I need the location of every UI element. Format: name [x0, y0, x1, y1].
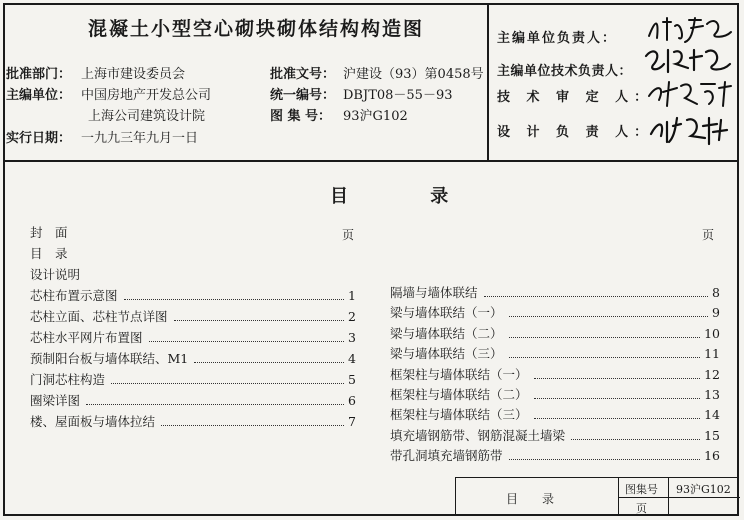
handwritten-signature-3: [645, 76, 740, 110]
contents-entry: [30, 371, 356, 389]
contents-entry: [30, 413, 356, 431]
contents-entry-page: 2: [348, 309, 356, 324]
contents-entry: [390, 447, 720, 465]
leader-dots: [124, 299, 345, 300]
contents-entry-page: 16: [704, 448, 720, 464]
header-divider: [3, 160, 739, 162]
signature-label-design-lead: 设 计 负 责 人：: [497, 125, 654, 140]
leader-dots: [509, 337, 701, 338]
title-block-page-label: 页: [636, 502, 647, 515]
leader-dots: [534, 378, 701, 379]
signature-label-reviewer: 技 术 审 定 人：: [497, 90, 654, 105]
contents-entry-title: 芯柱水平网片布置图: [30, 330, 143, 345]
approval-no-label: 批准文号：: [270, 67, 336, 82]
handwritten-signature-1: [645, 12, 740, 46]
contents-entry-title: 门洞芯柱构造: [30, 372, 106, 387]
signature-label-chief-editor: 主编单位负责人：: [497, 31, 618, 46]
contents-entry: [390, 325, 720, 343]
unified-no-label: 统一编号：: [270, 88, 336, 103]
atlas-no-value: 93沪G102: [343, 109, 408, 124]
contents-entry: [390, 386, 720, 404]
leader-dots: [484, 296, 709, 297]
contents-entry-page: 15: [704, 427, 720, 443]
title-block-atlas-value: 93沪G102: [676, 483, 731, 496]
contents-entry-page: 12: [704, 366, 720, 382]
contents-entry: [390, 406, 720, 424]
contents-entry-title: 楼、屋面板与墙体拉结: [30, 414, 156, 429]
title-block-divider: [618, 497, 740, 498]
effective-date-label: 实行日期：: [6, 131, 72, 146]
contents-entry-title: 预制阳台板与墙体联结、M1: [30, 351, 189, 366]
contents-entry-title: 圈梁详图: [30, 393, 81, 408]
leader-dots: [534, 398, 701, 399]
unified-no-value: DBJT08－55－93: [343, 88, 453, 103]
contents-entry-page: 13: [704, 387, 720, 402]
contents-entry-page: 6: [348, 393, 356, 408]
contents-entry-title: 芯柱立面、芯柱节点详图: [30, 309, 168, 324]
contents-heading: 目 录: [330, 186, 487, 207]
contents-entry-page: 5: [348, 372, 356, 387]
title-block-name: 目 录: [506, 492, 555, 506]
leader-dots: [509, 459, 701, 460]
contents-entry-title: 目 录: [30, 246, 68, 261]
handwritten-signature-2: [640, 42, 735, 76]
contents-entry: [30, 392, 356, 410]
editor-unit-label: 主编单位：: [6, 88, 72, 103]
leader-dots: [509, 357, 701, 358]
approval-no-value: 沪建设（93）第0458号: [343, 67, 484, 82]
leader-dots: [534, 418, 701, 419]
leader-dots: [571, 439, 700, 440]
contents-entry-title: 封 面: [30, 225, 68, 240]
leader-dots: [509, 316, 709, 317]
header-vertical-divider: [487, 3, 489, 161]
leader-dots: [111, 383, 344, 384]
contents-entry-title: 框架柱与墙体联结（三）: [390, 407, 528, 423]
page-column-label-right: 页: [702, 228, 715, 242]
atlas-no-label: 图 集 号：: [270, 109, 332, 124]
contents-entry-page: 4: [348, 351, 356, 366]
leader-dots: [174, 320, 345, 321]
contents-entry-title: 填充墙钢筋带、钢筋混凝土墙梁: [390, 427, 566, 443]
contents-entry: [30, 308, 356, 326]
contents-entry: [30, 224, 356, 242]
contents-entry: [30, 245, 356, 263]
contents-entry: [390, 427, 720, 445]
approval-dept-label: 批准部门：: [6, 67, 72, 82]
contents-entry: [30, 329, 356, 347]
contents-entry-title: 框架柱与墙体联结（二）: [390, 387, 528, 402]
contents-entry-page: 14: [704, 407, 720, 423]
effective-date-value: 一九九三年九月一日: [81, 131, 199, 146]
leader-dots: [194, 362, 344, 363]
contents-entry: [30, 287, 356, 305]
contents-entry-title: 梁与墙体联结（三）: [390, 346, 503, 362]
editor-unit-value-2: 上海公司建筑设计院: [88, 109, 206, 124]
leader-dots: [149, 341, 345, 342]
signature-label-tech-lead: 主编单位技术负责人：: [497, 64, 633, 79]
contents-entry-page: 8: [712, 285, 720, 300]
title-block-atlas-label: 图集号: [625, 483, 658, 496]
contents-entry: [390, 366, 720, 384]
handwritten-signature-4: [645, 112, 740, 146]
contents-entry-page: 1: [348, 288, 356, 303]
contents-entry-page: 3: [348, 330, 356, 345]
title-block: [455, 477, 739, 516]
approval-dept-value: 上海市建设委员会: [81, 67, 186, 82]
contents-entry-title: 带孔洞填充墙钢筋带: [390, 448, 503, 464]
contents-entry: [30, 350, 356, 368]
leader-dots: [161, 425, 344, 426]
contents-entry: [30, 266, 356, 284]
contents-entry: [390, 304, 720, 322]
contents-entry-page: 11: [704, 346, 720, 362]
contents-entry-page: 7: [348, 414, 356, 429]
contents-entry-page: 9: [712, 305, 720, 321]
contents-entry-title: 梁与墙体联结（一）: [390, 305, 503, 321]
contents-entry-page: 10: [704, 325, 720, 341]
page-column-label-left: 页: [342, 228, 355, 242]
leader-dots: [86, 404, 344, 405]
contents-entry-title: 设计说明: [30, 267, 81, 282]
contents-entry-title: 隔墙与墙体联结: [390, 285, 478, 300]
contents-entry: [390, 284, 720, 302]
contents-entry-title: 框架柱与墙体联结（一）: [390, 366, 528, 382]
contents-entry: [390, 345, 720, 363]
contents-entry-title: 梁与墙体联结（二）: [390, 325, 503, 341]
document-title: 混凝土小型空心砌块砌体结构构造图: [88, 18, 425, 40]
contents-entry-title: 芯柱布置示意图: [30, 288, 118, 303]
editor-unit-value-1: 中国房地产开发总公司: [81, 88, 212, 103]
